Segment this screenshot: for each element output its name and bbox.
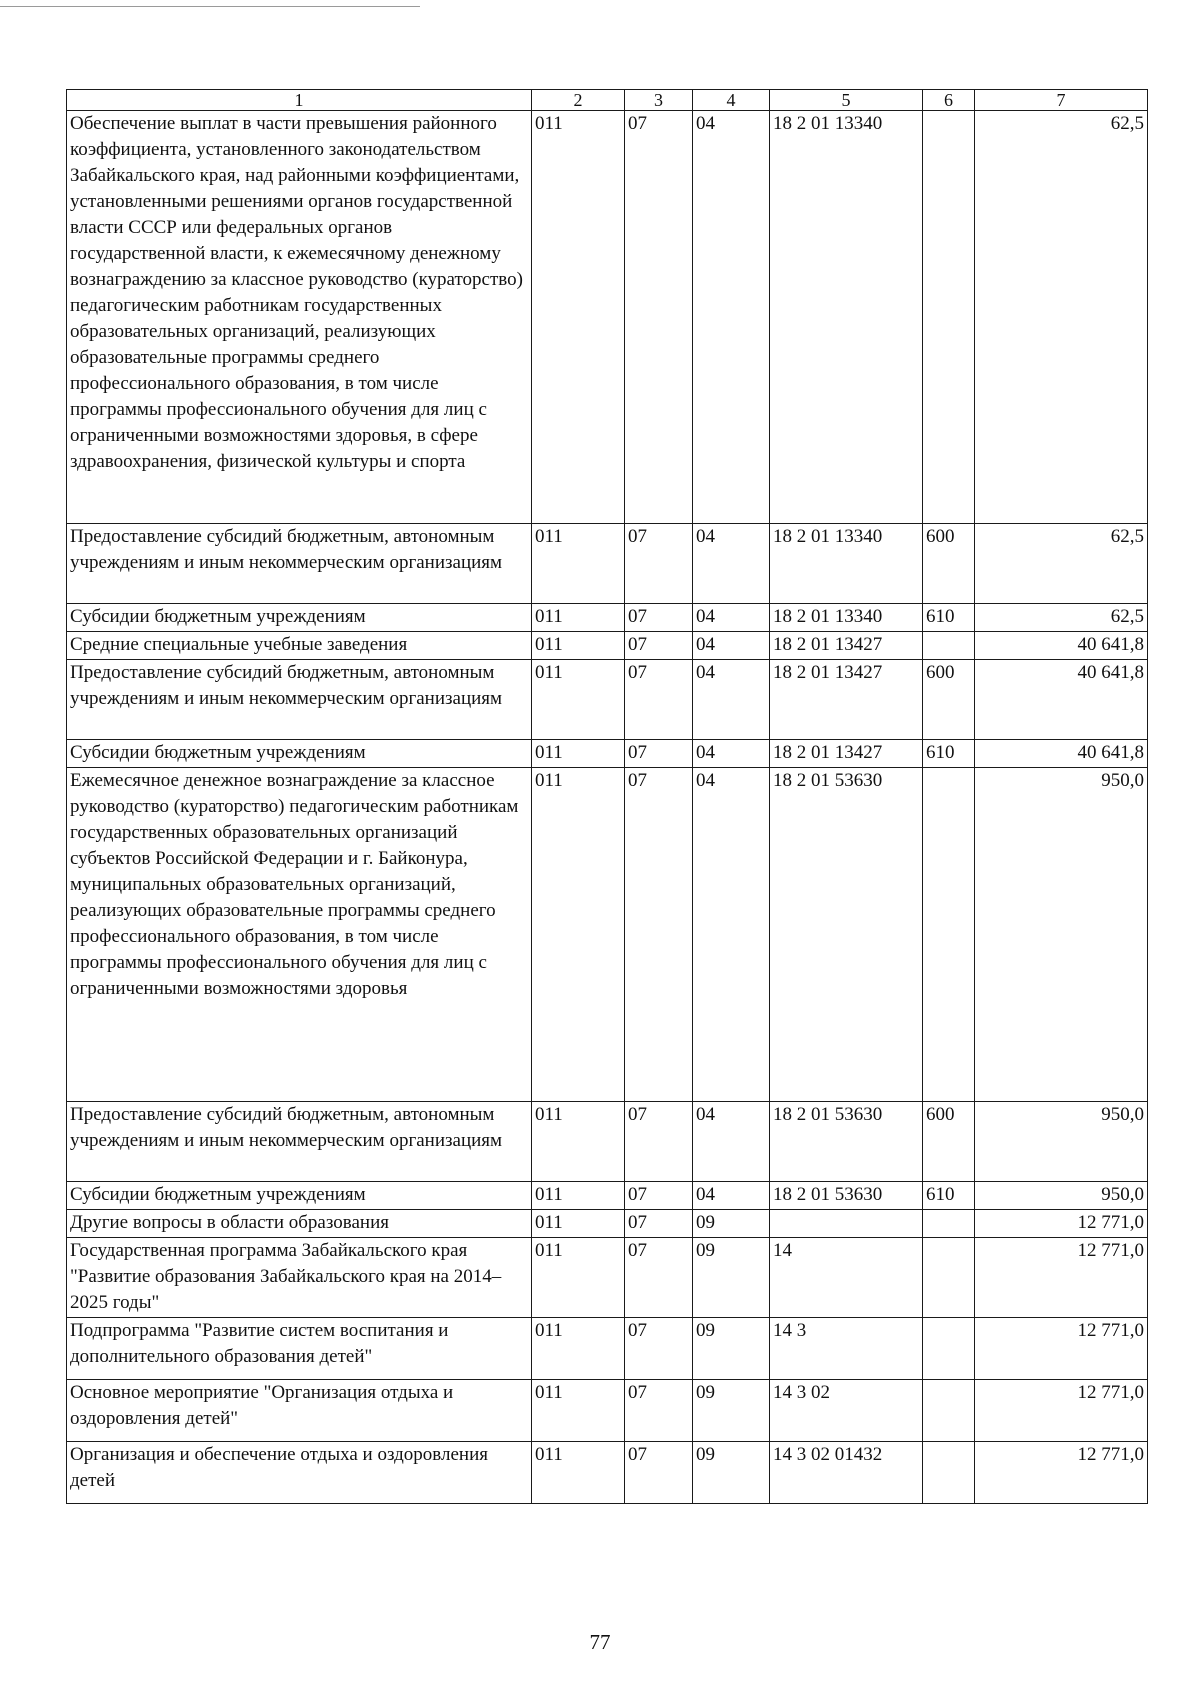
row-target-article: 14 3 02 xyxy=(770,1380,923,1442)
row-section-code: 07 xyxy=(625,604,693,632)
row-target-article: 14 3 02 01432 xyxy=(770,1442,923,1504)
row-expense-type xyxy=(923,1442,975,1504)
row-subsection-code: 09 xyxy=(693,1442,770,1504)
row-amount: 12 771,0 xyxy=(975,1210,1148,1238)
row-subsection-code: 04 xyxy=(693,1102,770,1182)
row-expense-type: 600 xyxy=(923,1102,975,1182)
row-ministry-code: 011 xyxy=(532,768,625,1102)
row-ministry-code: 011 xyxy=(532,632,625,660)
row-target-article: 18 2 01 53630 xyxy=(770,768,923,1102)
row-target-article: 18 2 01 53630 xyxy=(770,1182,923,1210)
row-section-code: 07 xyxy=(625,768,693,1102)
row-section-code: 07 xyxy=(625,740,693,768)
row-name: Субсидии бюджетным учреждениям xyxy=(67,604,532,632)
column-number: 6 xyxy=(923,90,975,111)
column-number: 1 xyxy=(67,90,532,111)
row-name: Предоставление субсидий бюджетным, автономным учреждениям и иным некоммерческим организациям xyxy=(67,1102,532,1182)
table-row xyxy=(67,1442,1148,1504)
row-section-code: 07 xyxy=(625,1210,693,1238)
row-subsection-code: 04 xyxy=(693,632,770,660)
row-name: Организация и обеспечение отдыха и оздоровления детей xyxy=(67,1442,532,1504)
table-row xyxy=(67,1318,1148,1380)
row-amount: 950,0 xyxy=(975,1102,1148,1182)
row-expense-type: 610 xyxy=(923,740,975,768)
row-expense-type xyxy=(923,768,975,1102)
row-section-code: 07 xyxy=(625,1238,693,1318)
row-subsection-code: 04 xyxy=(693,660,770,740)
row-name: Другие вопросы в области образования xyxy=(67,1210,532,1238)
row-ministry-code: 011 xyxy=(532,1182,625,1210)
row-name: Подпрограмма "Развитие систем воспитания и дополнительного образования детей" xyxy=(67,1318,532,1380)
row-subsection-code: 09 xyxy=(693,1318,770,1380)
row-ministry-code: 011 xyxy=(532,1380,625,1442)
row-expense-type xyxy=(923,632,975,660)
row-section-code: 07 xyxy=(625,111,693,524)
row-expense-type: 600 xyxy=(923,660,975,740)
table-row xyxy=(67,1182,1148,1210)
row-expense-type xyxy=(923,1210,975,1238)
row-amount: 950,0 xyxy=(975,1182,1148,1210)
row-section-code: 07 xyxy=(625,632,693,660)
row-amount: 12 771,0 xyxy=(975,1238,1148,1318)
row-section-code: 07 xyxy=(625,1182,693,1210)
row-target-article: 18 2 01 13427 xyxy=(770,740,923,768)
table-row xyxy=(67,632,1148,660)
row-subsection-code: 04 xyxy=(693,768,770,1102)
row-ministry-code: 011 xyxy=(532,1442,625,1504)
row-name: Обеспечение выплат в части превышения районного коэффициента, установленного законодательством Забайкальского края, над районными коэффициентами, установленными решениями органов государственной власти СССР или федеральных органов государственной власти, к ежемесячному денежному вознаграждению за классное руководство (кураторство) педагогическим работникам государственных образовательных организаций, реализующих образовательные программы среднего профессионального образования, в том числе программы профессионального обучения для лиц с ограниченными возможностями здоровья, в сфере здравоохранения, физической культуры и спорта xyxy=(67,111,532,524)
row-target-article: 18 2 01 13340 xyxy=(770,111,923,524)
column-number: 2 xyxy=(532,90,625,111)
row-amount: 12 771,0 xyxy=(975,1442,1148,1504)
row-amount: 40 641,8 xyxy=(975,740,1148,768)
row-ministry-code: 011 xyxy=(532,1318,625,1380)
row-amount: 62,5 xyxy=(975,111,1148,524)
row-subsection-code: 09 xyxy=(693,1238,770,1318)
row-section-code: 07 xyxy=(625,1380,693,1442)
row-name: Государственная программа Забайкальского края "Развитие образования Забайкальского края на 2014–2025 годы" xyxy=(67,1238,532,1318)
row-ministry-code: 011 xyxy=(532,660,625,740)
row-ministry-code: 011 xyxy=(532,1238,625,1318)
column-number: 3 xyxy=(625,90,693,111)
row-expense-type: 610 xyxy=(923,1182,975,1210)
column-number-row xyxy=(67,90,1148,111)
column-number: 4 xyxy=(693,90,770,111)
row-section-code: 07 xyxy=(625,660,693,740)
row-target-article xyxy=(770,1210,923,1238)
row-section-code: 07 xyxy=(625,1442,693,1504)
table-row xyxy=(67,1238,1148,1318)
row-subsection-code: 04 xyxy=(693,604,770,632)
row-expense-type xyxy=(923,1318,975,1380)
table-row xyxy=(67,660,1148,740)
row-section-code: 07 xyxy=(625,524,693,604)
row-name: Средние специальные учебные заведения xyxy=(67,632,532,660)
row-name: Основное мероприятие "Организация отдыха и оздоровления детей" xyxy=(67,1380,532,1442)
row-expense-type: 610 xyxy=(923,604,975,632)
row-amount: 40 641,8 xyxy=(975,632,1148,660)
budget-table xyxy=(66,89,1148,1504)
row-subsection-code: 04 xyxy=(693,1182,770,1210)
row-subsection-code: 09 xyxy=(693,1380,770,1442)
table-row xyxy=(67,1380,1148,1442)
row-expense-type: 600 xyxy=(923,524,975,604)
row-target-article: 18 2 01 13427 xyxy=(770,632,923,660)
table-row xyxy=(67,740,1148,768)
table-row xyxy=(67,111,1148,524)
row-amount: 12 771,0 xyxy=(975,1318,1148,1380)
table-row xyxy=(67,768,1148,1102)
row-ministry-code: 011 xyxy=(532,111,625,524)
row-target-article: 18 2 01 13340 xyxy=(770,604,923,632)
row-ministry-code: 011 xyxy=(532,1102,625,1182)
row-name: Субсидии бюджетным учреждениям xyxy=(67,740,532,768)
row-section-code: 07 xyxy=(625,1318,693,1380)
row-section-code: 07 xyxy=(625,1102,693,1182)
column-number: 5 xyxy=(770,90,923,111)
row-target-article: 14 xyxy=(770,1238,923,1318)
row-target-article: 14 3 xyxy=(770,1318,923,1380)
row-ministry-code: 011 xyxy=(532,604,625,632)
column-number: 7 xyxy=(975,90,1148,111)
row-ministry-code: 011 xyxy=(532,1210,625,1238)
table-row xyxy=(67,604,1148,632)
row-amount: 62,5 xyxy=(975,604,1148,632)
scan-artifact-line xyxy=(0,6,420,7)
row-ministry-code: 011 xyxy=(532,524,625,604)
table-row xyxy=(67,1210,1148,1238)
row-subsection-code: 04 xyxy=(693,111,770,524)
row-subsection-code: 04 xyxy=(693,740,770,768)
row-name: Ежемесячное денежное вознаграждение за классное руководство (кураторство) педагогическим работникам государственных образовательных организаций субъектов Российской Федерации и г. Байконура, муниципальных образовательных организаций, реализующих образовательные программы среднего профессионального образования, в том числе программы профессионального обучения для лиц с ограниченными возможностями здоровья xyxy=(67,768,532,1102)
row-amount: 40 641,8 xyxy=(975,660,1148,740)
row-ministry-code: 011 xyxy=(532,740,625,768)
row-name: Предоставление субсидий бюджетным, автономным учреждениям и иным некоммерческим организациям xyxy=(67,524,532,604)
row-amount: 950,0 xyxy=(975,768,1148,1102)
row-subsection-code: 04 xyxy=(693,524,770,604)
table-row xyxy=(67,524,1148,604)
row-expense-type xyxy=(923,111,975,524)
row-expense-type xyxy=(923,1238,975,1318)
row-target-article: 18 2 01 13427 xyxy=(770,660,923,740)
table-row xyxy=(67,1102,1148,1182)
row-name: Субсидии бюджетным учреждениям xyxy=(67,1182,532,1210)
row-subsection-code: 09 xyxy=(693,1210,770,1238)
row-amount: 12 771,0 xyxy=(975,1380,1148,1442)
row-name: Предоставление субсидий бюджетным, автономным учреждениям и иным некоммерческим организациям xyxy=(67,660,532,740)
row-target-article: 18 2 01 53630 xyxy=(770,1102,923,1182)
row-target-article: 18 2 01 13340 xyxy=(770,524,923,604)
row-expense-type xyxy=(923,1380,975,1442)
page-number: 77 xyxy=(589,1630,611,1654)
row-amount: 62,5 xyxy=(975,524,1148,604)
